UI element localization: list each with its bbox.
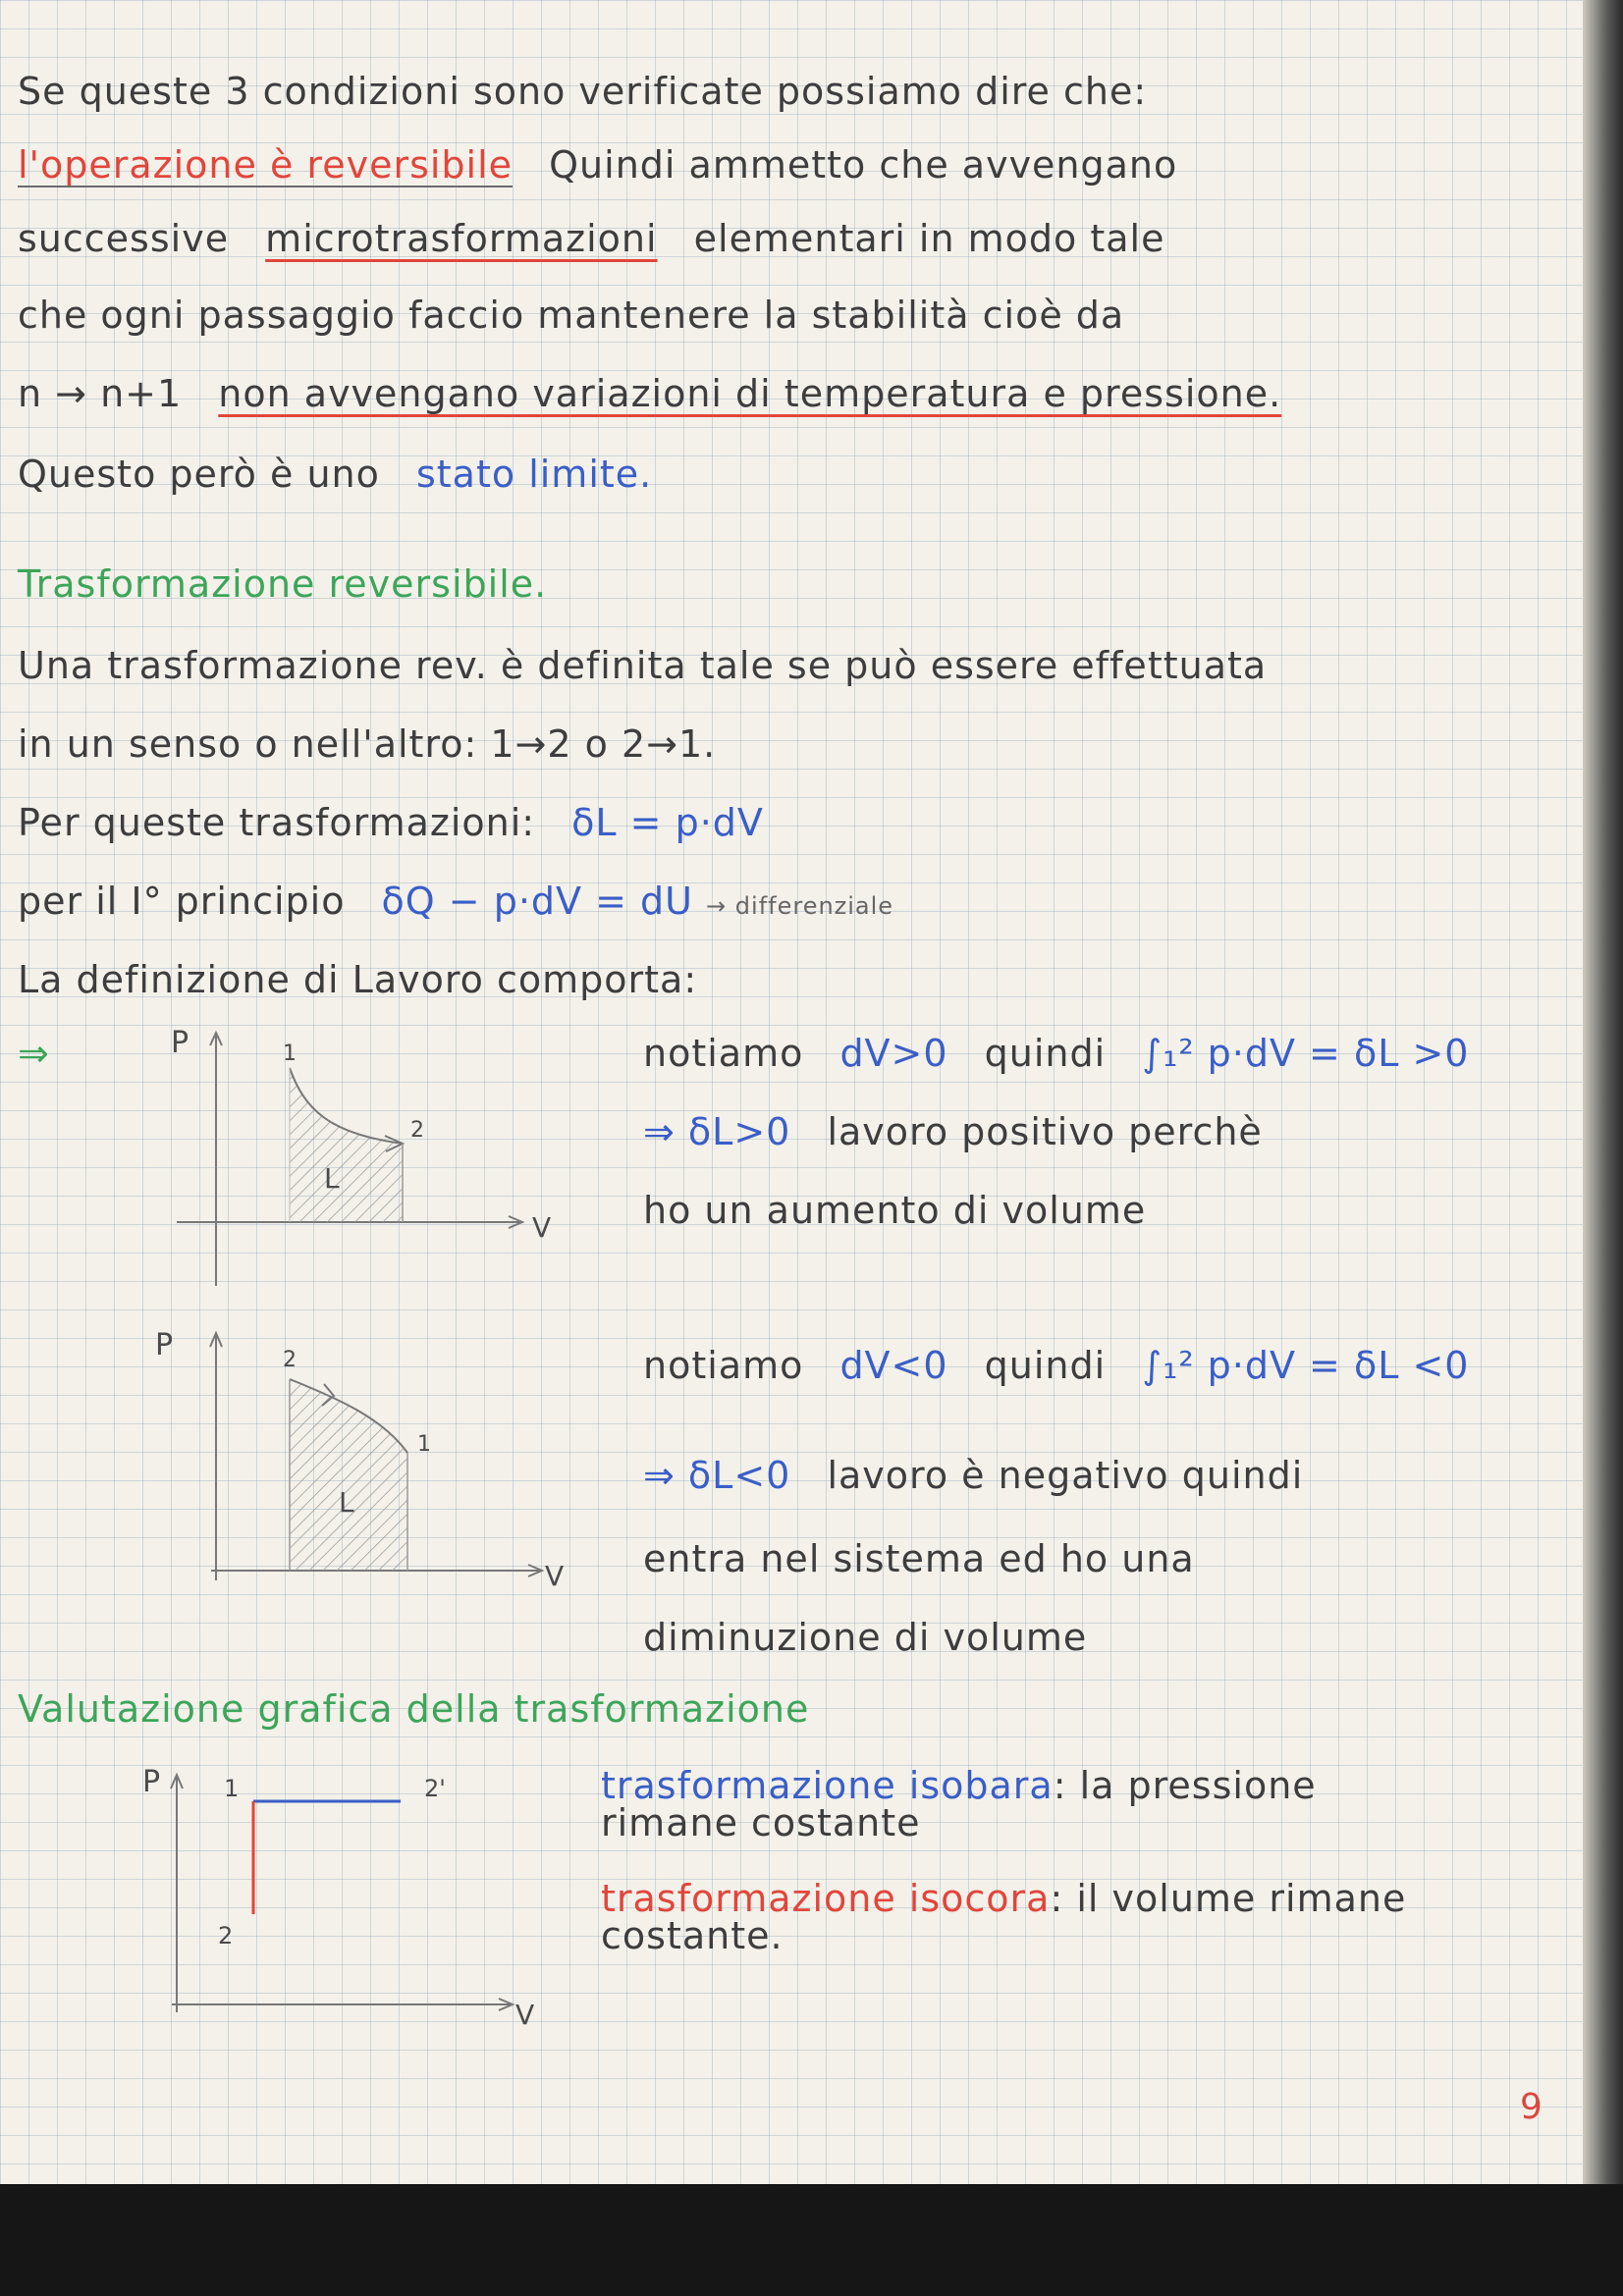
notiamo-1: notiamo bbox=[643, 1032, 804, 1075]
stato-limite: stato limite. bbox=[415, 453, 653, 496]
differential-note: → differenziale bbox=[706, 892, 894, 920]
text-line-4 bbox=[18, 293, 1124, 338]
diagram1-text-2 bbox=[643, 1109, 1263, 1154]
work-formula-label: Per queste trasformazioni: bbox=[18, 801, 536, 844]
first-principle-line bbox=[18, 879, 893, 929]
dv-negative: dV<0 bbox=[839, 1344, 948, 1387]
microtrasformazioni-word: microtrasformazioni bbox=[265, 217, 658, 260]
notiamo-2: notiamo bbox=[643, 1344, 804, 1387]
axis-v-label-2: V bbox=[545, 1560, 565, 1590]
diagram1-text-1 bbox=[643, 1031, 1469, 1076]
diagram1-text-3: ho un aumento di volume bbox=[643, 1189, 1147, 1232]
area-label-2: L bbox=[339, 1486, 354, 1519]
scan-background bbox=[0, 2184, 1623, 2296]
point-2prime: 2' bbox=[424, 1775, 446, 1802]
page-number: 9 bbox=[1520, 2087, 1542, 2127]
point-1-isobar: 1 bbox=[224, 1775, 240, 1802]
integral-positive: ∫₁² p·dV = δL >0 bbox=[1142, 1032, 1470, 1075]
work-positive: ⇒ δL>0 bbox=[643, 1110, 791, 1153]
quindi-1: quindi bbox=[984, 1032, 1107, 1075]
work-area bbox=[290, 1068, 403, 1222]
first-principle-formula: δQ − p·dV = dU bbox=[381, 880, 693, 923]
axis-p-label-3: P bbox=[142, 1765, 161, 1799]
point-2-isochor: 2 bbox=[218, 1922, 234, 1949]
point-1: 1 bbox=[283, 1041, 297, 1066]
isobara-text-2: rimane costante bbox=[601, 1801, 921, 1844]
definition-line-2: in un senso o nell'altro: 1→2 o 2→1. bbox=[18, 722, 717, 766]
point-1-right: 1 bbox=[417, 1432, 431, 1457]
text-line-2 bbox=[18, 142, 1177, 187]
line1-text: Se queste 3 condizioni sono verificate possiamo dire che: bbox=[18, 70, 1148, 113]
pv-diagram-isobar-isochor bbox=[137, 1747, 550, 2184]
diagram2-text-2 bbox=[643, 1453, 1303, 1498]
dv-positive: dV>0 bbox=[839, 1032, 948, 1075]
reversible-operation-phrase: l'operazione è reversibile bbox=[18, 143, 514, 187]
axis-p-label: P bbox=[171, 1026, 189, 1060]
line2-rest: Quindi ammetto che avvengano bbox=[549, 143, 1178, 187]
page-edge bbox=[1583, 0, 1623, 2184]
work-definition-line: La definizione di Lavoro comporta: bbox=[18, 958, 698, 1001]
text-line-1 bbox=[18, 69, 1147, 114]
isocora-text-2: costante. bbox=[601, 1914, 784, 1957]
pv-diagram-expansion bbox=[167, 1021, 560, 1296]
diagram2-text-1 bbox=[643, 1343, 1469, 1388]
negative-work-text: lavoro è negativo quindi bbox=[827, 1454, 1304, 1497]
diagram2-text-3: entra nel sistema ed ho una bbox=[643, 1537, 1195, 1580]
line6-a: Questo però è uno bbox=[18, 453, 380, 496]
point-2-top: 2 bbox=[283, 1348, 297, 1372]
axis-p-label-2: P bbox=[155, 1328, 174, 1362]
quindi-2: quindi bbox=[984, 1344, 1107, 1387]
line4-text: che ogni passaggio faccio mantenere la stabilità cioè da bbox=[18, 294, 1125, 337]
pv-diagram-compression bbox=[147, 1315, 579, 1590]
area-label: L bbox=[324, 1162, 340, 1195]
definition-line-1: Una trasformazione rev. è definita tale se può essere effettuata bbox=[18, 644, 1268, 687]
axis-v-label-3: V bbox=[515, 1999, 535, 2031]
isobara-text-1: : la pressione bbox=[1053, 1764, 1317, 1807]
first-principle-label: per il I° principio bbox=[18, 880, 346, 923]
isocora-title: trasformazione isocora bbox=[601, 1877, 1051, 1920]
text-line-5 bbox=[18, 371, 1281, 416]
section-title-graphical: Valutazione grafica della trasformazione bbox=[18, 1687, 810, 1731]
work-formula: δL = p·dV bbox=[571, 801, 764, 844]
n-to-n1: n → n+1 bbox=[18, 372, 183, 415]
work-formula-line bbox=[18, 800, 764, 845]
no-variation-phrase: non avvengano variazioni di temperatura e pressione. bbox=[218, 372, 1282, 415]
positive-work-text: lavoro positivo perchè bbox=[827, 1110, 1263, 1153]
point-2: 2 bbox=[410, 1118, 424, 1143]
isobara-desc bbox=[601, 1764, 1317, 1844]
work-negative: ⇒ δL<0 bbox=[643, 1454, 791, 1497]
isocora-text-1: : il volume rimane bbox=[1050, 1877, 1407, 1920]
implies-arrow: ⇒ bbox=[18, 1032, 50, 1075]
axis-v-label: V bbox=[532, 1211, 552, 1244]
diagram2-text-4: diminuzione di volume bbox=[643, 1616, 1088, 1659]
work-area-2 bbox=[290, 1379, 407, 1571]
text-line-6 bbox=[18, 452, 652, 497]
isocora-desc bbox=[601, 1877, 1407, 1957]
line3-a: successive bbox=[18, 217, 230, 260]
text-line-3 bbox=[18, 216, 1164, 261]
line3-c: elementari in modo tale bbox=[693, 217, 1165, 260]
section-title-reversible: Trasformazione reversibile. bbox=[18, 562, 548, 606]
isobara-title: trasformazione isobara bbox=[601, 1764, 1054, 1807]
integral-negative: ∫₁² p·dV = δL <0 bbox=[1142, 1344, 1470, 1387]
